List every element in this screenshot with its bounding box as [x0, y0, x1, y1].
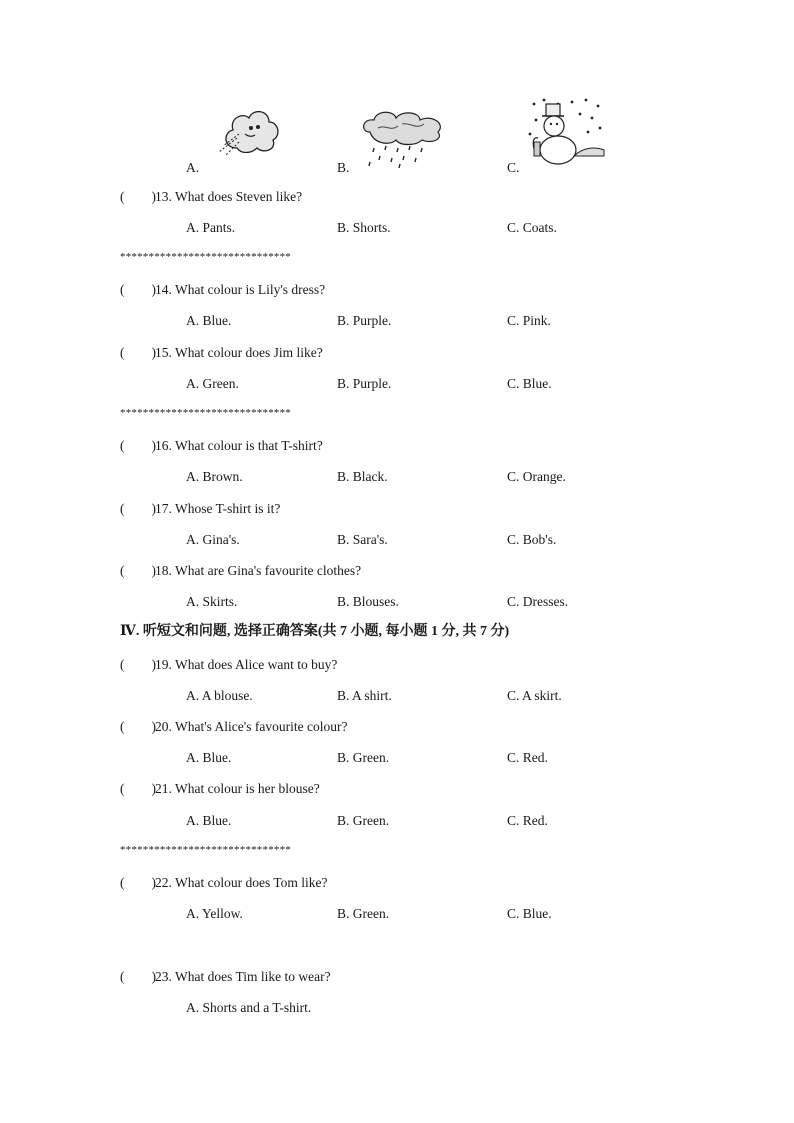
question-21: 21. What colour is her blouse? — [155, 781, 320, 796]
answer-blank[interactable]: ( ) — [120, 969, 156, 984]
q20-option-a: A. Blue. — [186, 750, 232, 765]
answer-blank[interactable]: ( ) — [120, 657, 156, 672]
q16-option-c: C. Orange. — [507, 469, 566, 484]
answer-blank[interactable]: ( ) — [120, 781, 156, 796]
q17-option-a: A. Gina's. — [186, 532, 240, 547]
q21-option-a: A. Blue. — [186, 813, 232, 828]
q19-option-b: B. A shirt. — [337, 688, 392, 703]
question-13: 13. What does Steven like? — [155, 189, 303, 204]
question-17: 17. Whose T-shirt is it? — [155, 501, 281, 516]
section-title: Ⅳ. 听短文和问题, 选择正确答案(共 7 小题, 每小题 1 分, 共 7 分) — [120, 624, 510, 639]
q15-option-b: B. Purple. — [337, 376, 392, 391]
option-a-letter: A. — [186, 160, 200, 175]
question-19: 19. What does Alice want to buy? — [155, 657, 338, 672]
q13-option-a: A. Pants. — [186, 220, 236, 235]
q19-option-a: A. A blouse. — [186, 688, 253, 703]
question-20: 20. What's Alice's favourite colour? — [155, 719, 348, 734]
q17-option-c: C. Bob's. — [507, 532, 557, 547]
q20-option-b: B. Green. — [337, 750, 390, 765]
question-15: 15. What colour does Jim like? — [155, 345, 323, 360]
answer-blank[interactable]: ( ) — [120, 501, 156, 516]
q22-option-b: B. Green. — [337, 906, 390, 921]
question-23: 23. What does Tim like to wear? — [155, 969, 331, 984]
q17-option-b: B. Sara's. — [337, 532, 388, 547]
q18-option-c: C. Dresses. — [507, 594, 569, 609]
separator: ****************************** — [120, 407, 291, 419]
q13-option-c: C. Coats. — [507, 220, 557, 235]
q13-option-b: B. Shorts. — [337, 220, 391, 235]
option-b-letter: B. — [337, 160, 350, 175]
q14-option-c: C. Pink. — [507, 313, 551, 328]
answer-blank[interactable]: ( ) — [120, 875, 156, 890]
separator: ****************************** — [120, 844, 291, 856]
q18-option-b: B. Blouses. — [337, 594, 399, 609]
q22-option-c: C. Blue. — [507, 906, 552, 921]
answer-blank[interactable]: ( ) — [120, 345, 156, 360]
q15-option-c: C. Blue. — [507, 376, 552, 391]
wind-cloud-icon — [215, 104, 285, 166]
answer-blank[interactable]: ( ) — [120, 282, 156, 297]
option-c-letter: C. — [507, 160, 520, 175]
question-16: 16. What colour is that T-shirt? — [155, 438, 323, 453]
q14-option-a: A. Blue. — [186, 313, 232, 328]
q15-option-a: A. Green. — [186, 376, 239, 391]
q19-option-c: C. A skirt. — [507, 688, 562, 703]
q22-option-a: A. Yellow. — [186, 906, 243, 921]
question-14: 14. What colour is Lily's dress? — [155, 282, 326, 297]
q16-option-b: B. Black. — [337, 469, 388, 484]
question-22: 22. What colour does Tom like? — [155, 875, 328, 890]
q21-option-b: B. Green. — [337, 813, 390, 828]
answer-blank[interactable]: ( ) — [120, 438, 156, 453]
q20-option-c: C. Red. — [507, 750, 548, 765]
answer-blank[interactable]: ( ) — [120, 563, 156, 578]
separator: ****************************** — [120, 251, 291, 263]
q21-option-c: C. Red. — [507, 813, 548, 828]
answer-blank[interactable]: ( ) — [120, 189, 156, 204]
question-18: 18. What are Gina's favourite clothes? — [155, 563, 362, 578]
q16-option-a: A. Brown. — [186, 469, 243, 484]
q14-option-b: B. Purple. — [337, 313, 392, 328]
snowman-icon — [528, 98, 608, 168]
rain-cloud-icon — [360, 110, 446, 172]
q18-option-a: A. Skirts. — [186, 594, 238, 609]
q23-option-a: A. Shorts and a T-shirt. — [186, 1000, 312, 1015]
answer-blank[interactable]: ( ) — [120, 719, 156, 734]
